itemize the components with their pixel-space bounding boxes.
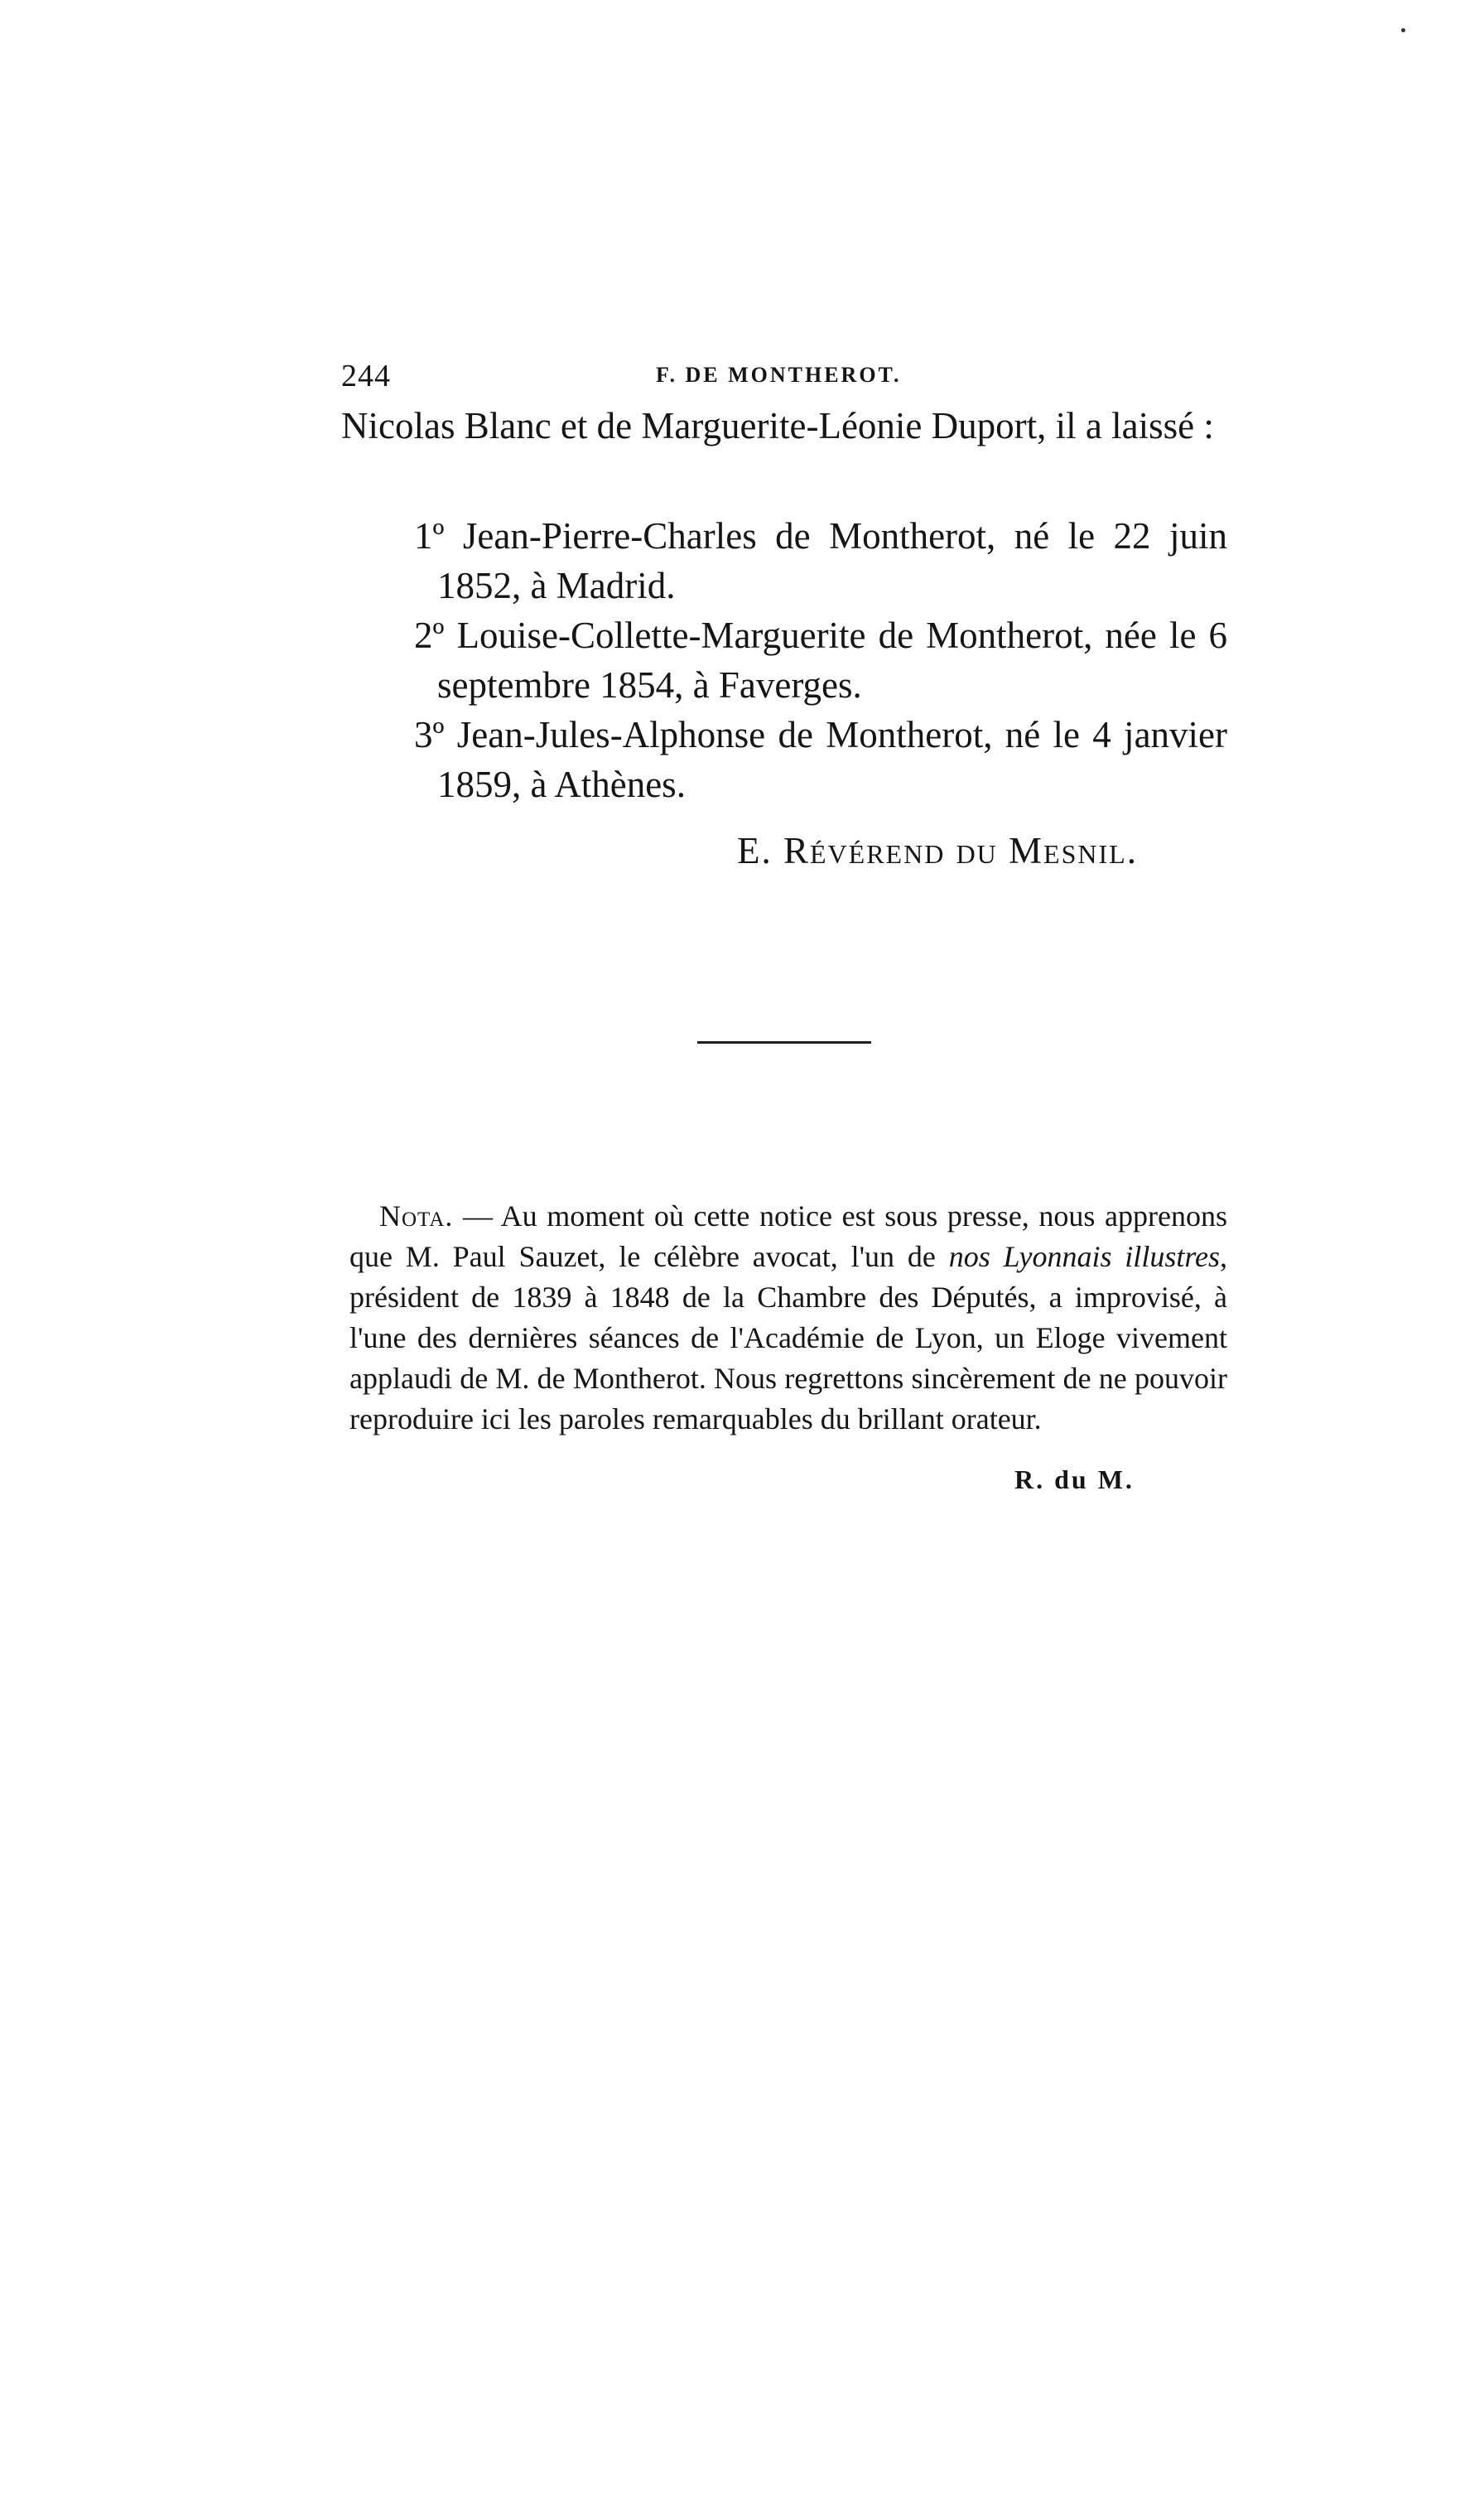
nota-text-before: — Au moment où cette notice est sous presse, nous apprenons que M. Paul Sauzet, le célèbre avocat, l'un de — [349, 1199, 1227, 1273]
nota-label: Nota. — [379, 1199, 454, 1233]
nota-text-after: , président de 1839 à 1848 de la Chambre des Députés, a improvisé, à l'une des dernières séances de l'Académie de Lyon, un Eloge vivement applaudi de M. de Montherot. Nous regrettons sincèrement de ne pouvoir reproduire ici les paroles remarquables du brillant orateur. — [349, 1240, 1227, 1435]
body-paragraph: Nicolas Blanc et de Marguerite-Léonie Duport, il a laissé : — [341, 405, 1214, 446]
nota-italic-phrase: nos Lyonnais illustres — [948, 1240, 1220, 1273]
list-item: 1º Jean-Pierre-Charles de Montherot, né le 22 juin 1852, à Madrid. — [414, 515, 1227, 606]
author-signature — [737, 826, 1151, 876]
page-header — [341, 358, 1227, 398]
signature-text: E. Révérend du Mesnil. — [737, 830, 1138, 871]
section-divider — [697, 1041, 871, 1044]
page-number: 244 — [341, 359, 391, 393]
list-item: 2º Louise-Collette-Marguerite de Montherot, née le 6 septembre 1854, à Faverges. — [414, 615, 1227, 706]
nota-signature — [1014, 1464, 1135, 1495]
nota-paragraph — [349, 1196, 1227, 1440]
nota-signature-text: R. du M. — [1014, 1464, 1135, 1494]
ink-speck — [1401, 28, 1405, 32]
list-item: 3º Jean-Jules-Alphonse de Montherot, né le 4 janvier 1859, à Athènes. — [414, 714, 1227, 805]
children-list — [414, 511, 1227, 809]
running-title: F. DE MONTHEROT. — [656, 363, 902, 387]
